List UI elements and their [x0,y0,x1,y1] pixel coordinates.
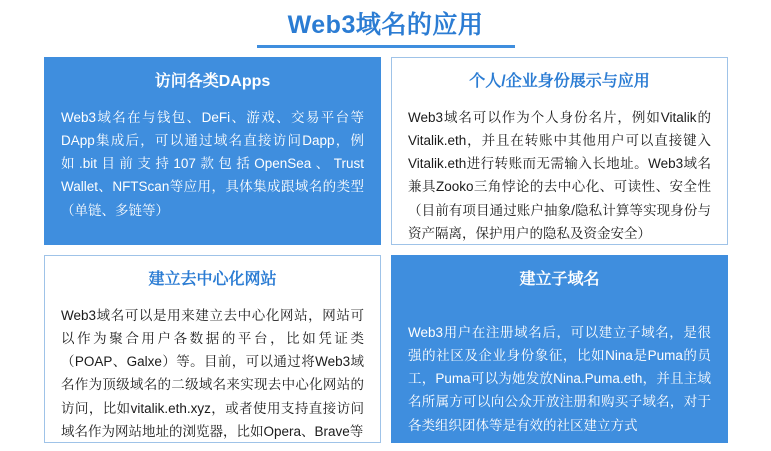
card-decentralized-website[interactable] [44,255,381,443]
card-access-dapps[interactable] [44,57,381,245]
card-body-text: Web3用户在注册域名后，可以建立子域名，是很强的社区及企业身份象征，比如Nina是Puma的员工，Puma可以为她发放Nina.Puma.eth，并且主域名所属方可以向公众开放注册和购买子域名，对于各类组织团体等是有效的社区建立方式 [408,324,711,433]
card-body-text: Web3域名可以是用来建立去中心化网站，网站可以作为聚合用户各数据的平台，比如凭证类（POAP、Galxe）等。目前，可以通过将Web3域名作为顶级域名的二级域名来实现去中心化网站的访问，比如vitalik.eth.xyz，或者使用支持直接访问域名作为网站地址的浏览器，比如Opera、Brave等 [61,307,364,439]
card-heading: 访问各类DApps [154,73,271,90]
page-title: Web3域名的应用 [287,11,484,39]
card-identity-display[interactable] [391,57,728,245]
card-heading: 建立去中心化网站 [148,271,277,288]
card-grid [44,57,728,443]
card-heading: 个人/企业身份展示与应用 [469,73,650,90]
card-body-text: Web3域名可以作为个人身份名片，例如Vitalik的Vitalik.eth，并且在转账中其他用户可以直接键入Vitalik.eth进行转账而无需输入长地址。Web3域名兼具Zooko三角悖论的去中心化、可读性、安全性（目前有项目通过账户抽象/隐私计算等实现身份与资产隔离，保护用户的隐私及资金安全） [408,109,711,241]
card-heading: 建立子域名 [519,271,600,288]
card-subdomain[interactable] [391,255,728,443]
card-body-text: Web3域名在与钱包、DeFi、游戏、交易平台等DApp集成后，可以通过域名直接访问Dapp，例如.bit目前支持107款包括OpenSea、Trust Wallet、NFTScan等应用，具体集成跟域名的类型（单链、多链等） [61,109,364,218]
title-underline [257,45,515,48]
